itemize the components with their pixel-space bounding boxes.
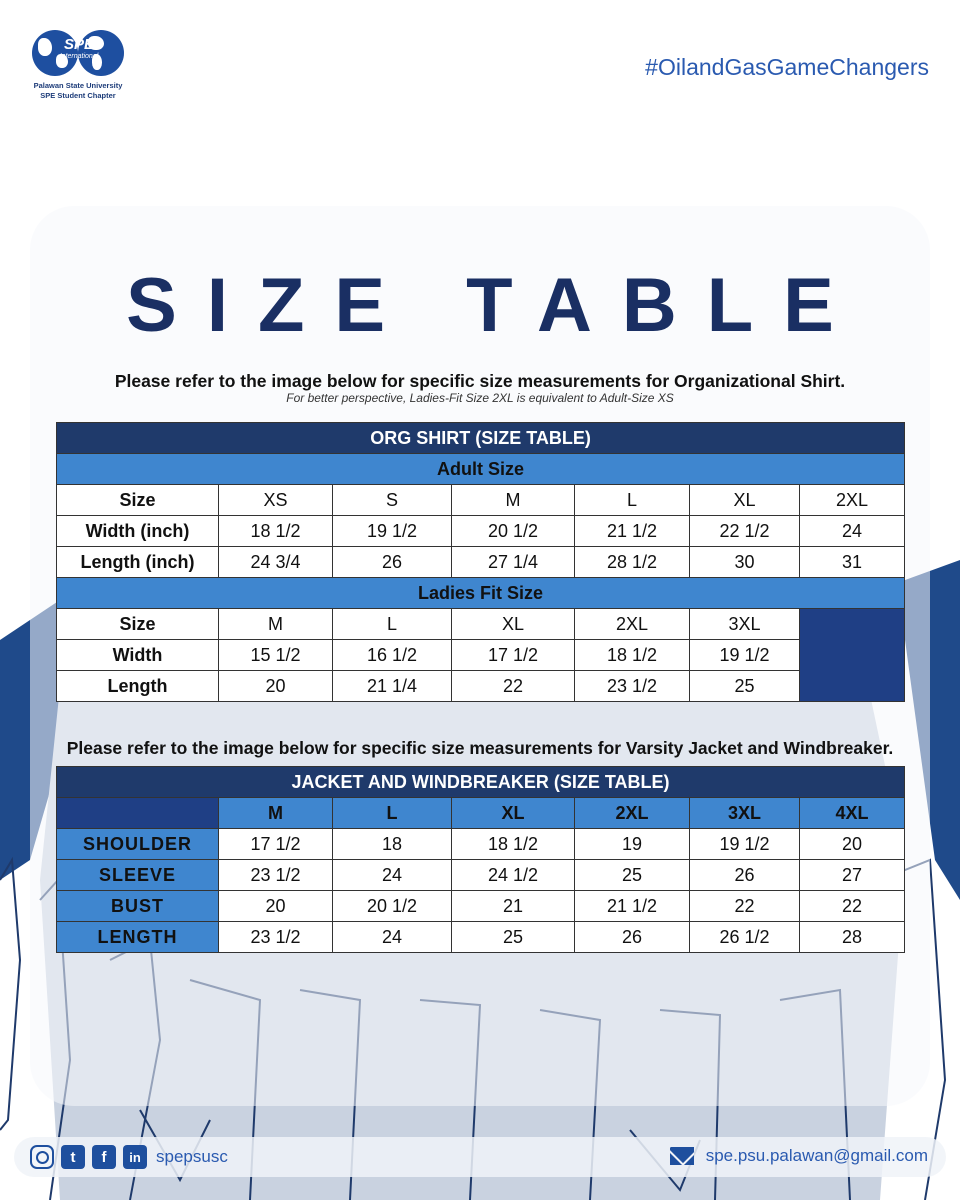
row-label: SLEEVE — [57, 860, 219, 891]
table-row — [57, 860, 905, 891]
facebook-icon[interactable]: f — [92, 1145, 116, 1169]
jacket-table-title: JACKET AND WINDBREAKER (SIZE TABLE) — [57, 767, 905, 798]
table-cell: 24 1/2 — [452, 860, 575, 891]
table-cell: 23 1/2 — [219, 922, 333, 953]
mail-icon — [670, 1147, 694, 1165]
table-row — [57, 547, 905, 578]
table-row — [57, 829, 905, 860]
size-header: L — [333, 798, 452, 829]
ladies-fit-heading: Ladies Fit Size — [57, 578, 905, 609]
org-shirt-subnote: For better perspective, Ladies-Fit Size 2XL is equivalent to Adult-Size XS — [286, 391, 674, 405]
table-cell: XL — [452, 609, 575, 640]
table-cell: 21 1/4 — [333, 671, 452, 702]
email-link[interactable]: spe.psu.palawan@gmail.com — [705, 1146, 928, 1165]
table-cell: 26 — [575, 922, 690, 953]
table-cell: 28 — [800, 922, 905, 953]
table-cell: 21 — [452, 891, 575, 922]
logo-caption-chapter: SPE Student Chapter — [40, 91, 116, 100]
table-cell: 22 — [690, 891, 800, 922]
table-cell: 22 — [452, 671, 575, 702]
table-cell: 19 1/2 — [690, 640, 800, 671]
table-cell: 2XL — [800, 485, 905, 516]
table-cell: 20 1/2 — [452, 516, 575, 547]
table-cell: 17 1/2 — [452, 640, 575, 671]
table-cell: 18 1/2 — [452, 829, 575, 860]
table-row — [57, 516, 905, 547]
table-cell: 27 1/4 — [452, 547, 575, 578]
table-cell: 28 1/2 — [575, 547, 690, 578]
row-label: Length — [57, 671, 219, 702]
table-cell: 30 — [690, 547, 800, 578]
table-row — [57, 798, 905, 829]
table-cell: 24 — [800, 516, 905, 547]
row-label: BUST — [57, 891, 219, 922]
table-cell: 27 — [800, 860, 905, 891]
table-cell: 20 — [219, 891, 333, 922]
twitter-icon[interactable]: t — [61, 1145, 85, 1169]
table-cell: 18 — [333, 829, 452, 860]
table-row — [57, 609, 905, 640]
table-cell: 24 3/4 — [219, 547, 333, 578]
table-row — [57, 423, 905, 454]
table-row — [57, 767, 905, 798]
table-cell: 26 1/2 — [690, 922, 800, 953]
table-row — [57, 640, 905, 671]
table-cell: 19 1/2 — [333, 516, 452, 547]
table-cell: 19 — [575, 829, 690, 860]
table-cell: 23 1/2 — [575, 671, 690, 702]
table-cell: 3XL — [690, 609, 800, 640]
table-cell: 17 1/2 — [219, 829, 333, 860]
row-label: LENGTH — [57, 922, 219, 953]
jacket-windbreaker-table — [56, 766, 905, 953]
social-handle[interactable]: spepsusc — [156, 1147, 228, 1166]
instagram-icon[interactable] — [30, 1145, 54, 1169]
org-shirt-table — [56, 422, 905, 702]
table-cell: 15 1/2 — [219, 640, 333, 671]
size-header: 3XL — [690, 798, 800, 829]
row-label: Size — [57, 485, 219, 516]
row-label: Width (inch) — [57, 516, 219, 547]
footer-bar — [14, 1137, 946, 1177]
table-cell: 20 1/2 — [333, 891, 452, 922]
table-cell: M — [452, 485, 575, 516]
table-row — [57, 922, 905, 953]
table-cell: 26 — [690, 860, 800, 891]
table-row — [57, 454, 905, 485]
table-row — [57, 671, 905, 702]
table-cell: 16 1/2 — [333, 640, 452, 671]
table-cell: 22 1/2 — [690, 516, 800, 547]
table-row — [57, 578, 905, 609]
table-cell: L — [333, 609, 452, 640]
table-cell: 24 — [333, 922, 452, 953]
table-cell: 25 — [690, 671, 800, 702]
logo-caption-university: Palawan State University — [33, 81, 123, 90]
table-cell: 25 — [575, 860, 690, 891]
table-cell: 20 — [800, 829, 905, 860]
hashtag: #OilandGasGameChangers — [645, 54, 929, 80]
linkedin-icon[interactable]: in — [123, 1145, 147, 1169]
table-cell: S — [333, 485, 452, 516]
jacket-note: Please refer to the image below for specific size measurements for Varsity Jacket and Windbreaker. — [66, 738, 894, 758]
row-label: Width — [57, 640, 219, 671]
blank-cell — [800, 609, 905, 702]
table-cell: 31 — [800, 547, 905, 578]
table-cell: XS — [219, 485, 333, 516]
table-cell: 18 1/2 — [575, 640, 690, 671]
table-cell: 20 — [219, 671, 333, 702]
table-cell: XL — [690, 485, 800, 516]
table-cell: 18 1/2 — [219, 516, 333, 547]
row-label: Length (inch) — [57, 547, 219, 578]
social-links — [30, 1145, 228, 1169]
table-cell: 22 — [800, 891, 905, 922]
size-header: XL — [452, 798, 575, 829]
table-cell: 21 1/2 — [575, 891, 690, 922]
org-shirt-note: Please refer to the image below for specific size measurements for Organizational Shirt. — [114, 371, 846, 391]
table-cell: 26 — [333, 547, 452, 578]
org-table-title: ORG SHIRT (SIZE TABLE) — [57, 423, 905, 454]
adult-size-heading: Adult Size — [57, 454, 905, 485]
size-header: M — [219, 798, 333, 829]
table-cell: M — [219, 609, 333, 640]
size-header: 4XL — [800, 798, 905, 829]
table-cell: 21 1/2 — [575, 516, 690, 547]
table-cell: 19 1/2 — [690, 829, 800, 860]
table-cell: L — [575, 485, 690, 516]
row-label: Size — [57, 609, 219, 640]
table-cell: 2XL — [575, 609, 690, 640]
spe-logo — [22, 28, 134, 100]
table-row — [57, 891, 905, 922]
table-cell: 25 — [452, 922, 575, 953]
row-label: SHOULDER — [57, 829, 219, 860]
logo-title: SPE — [63, 36, 94, 53]
blank-cell — [57, 798, 219, 829]
contact-email — [670, 1146, 928, 1166]
table-cell: 23 1/2 — [219, 860, 333, 891]
size-header: 2XL — [575, 798, 690, 829]
globe-logo-icon — [26, 28, 130, 80]
table-cell: 24 — [333, 860, 452, 891]
table-row — [57, 485, 905, 516]
logo-subtitle: International — [59, 53, 99, 60]
page-title: SIZE TABLE — [126, 263, 864, 348]
